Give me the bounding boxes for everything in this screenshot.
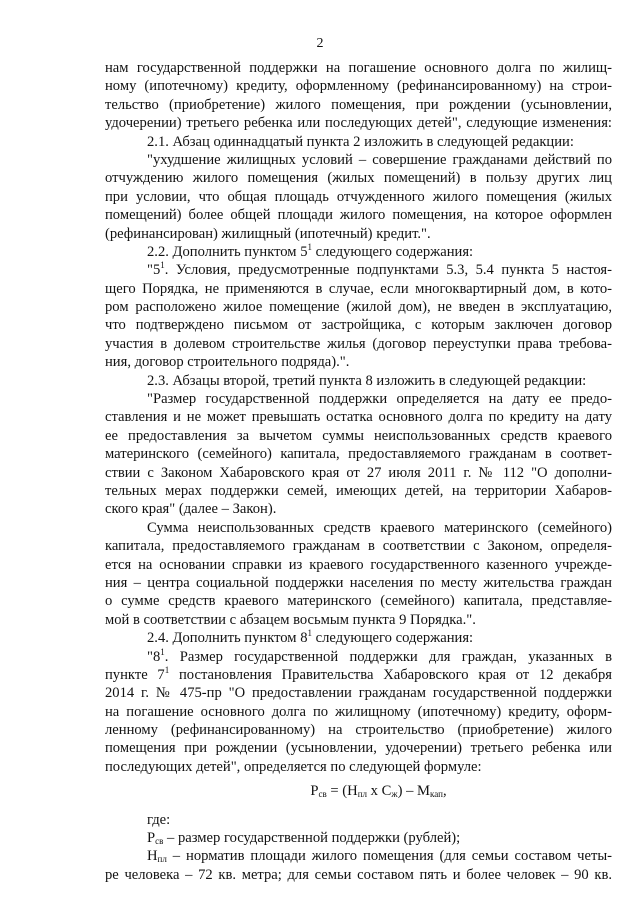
text-line: о сумме средств краевого материнского (семейного) капитала, представляе- <box>105 593 612 610</box>
definition-h <box>105 847 612 865</box>
text-line: ния, договор строительного подряда).". <box>105 354 350 371</box>
formula-m-sub: кап <box>430 789 443 800</box>
text-fragment: следующего содержания: <box>312 630 474 647</box>
formula-eq: = (H <box>326 783 358 800</box>
text-line: "Размер государственной поддержки определяется на дату ее предо- <box>147 391 612 408</box>
text-line: 2.1. Абзац одиннадцатый пункта 2 изложить в следующей редакции: <box>147 133 574 150</box>
text-fragment: "8 <box>147 648 161 665</box>
def-p-sub: св <box>155 836 164 847</box>
superscript: 1 <box>164 664 170 675</box>
text-line: ленному (рефинансированному) на строительство (приобретение) жилого <box>105 722 612 739</box>
definition-p <box>105 829 612 847</box>
text-line: на погашение основного долга по жилищному (ипотечному) кредиту, оформ- <box>105 703 612 720</box>
superscript: 1 <box>307 241 312 252</box>
definition-h-continued: ре человека – 72 кв. метра; для семьи составом пять и более человек – 90 кв. <box>105 866 612 883</box>
formula <box>105 782 612 800</box>
text-line: мой в соответствии с абзацем восьмым пункта 9 Порядка.". <box>105 611 476 628</box>
text-line: ному (ипотечному) кредиту, оформленному (рефинансированному) на строи- <box>105 78 612 95</box>
formula-h-sub: пл <box>357 789 368 800</box>
text-fragment: 2.4. Дополнить пунктом 8 <box>147 630 308 647</box>
formula-minus: ) – М <box>397 783 430 800</box>
text-line: помещений) более общей площади жилого помещения, на которое оформлен <box>105 207 612 224</box>
text-line: отчуждению жилого помещения (жилых помещений) в пользу других лиц <box>105 170 612 187</box>
text-line: (рефинансирован) жилищный (ипотечный) кредит.". <box>105 225 431 242</box>
text-line <box>105 666 612 684</box>
text-line: удочерении) третьего ребенка или последующих детей", следующие изменения: <box>105 115 612 132</box>
text-fragment: . Условия, предусмотренные подпунктами 5.3, 5.4 пункта 5 настоя- <box>164 262 612 279</box>
text-fragment: . Размер государственной поддержки для граждан, указанных в <box>164 648 612 665</box>
text-fragment: следующего содержания: <box>312 243 474 260</box>
superscript: 1 <box>160 260 165 271</box>
text-fragment: постановления Правительства Хабаровского края от 12 декабря <box>169 666 612 683</box>
text-line: последующих детей", определяется по следующей формуле: <box>105 758 482 775</box>
formula-p: P <box>310 783 319 800</box>
def-h-sub: пл <box>157 854 167 865</box>
text-line <box>105 261 612 279</box>
def-p-text: – размер государственной поддержки (рублей); <box>163 830 461 847</box>
text-fragment: "5 <box>147 262 161 279</box>
formula-p-sub: св <box>318 789 327 800</box>
text-line: "ухудшение жилищных условий – совершение гражданами действий по <box>147 151 612 168</box>
text-line: что подтверждено письмом от застройщика, с которым заключен договор <box>105 317 612 334</box>
text-line <box>105 243 612 261</box>
where-label: где: <box>147 811 171 828</box>
text-line: нам государственной поддержки на погашение основного долга по жилищ- <box>105 60 612 76</box>
text-lines <box>105 59 612 776</box>
text-line: 2.3. Абзацы второй, третий пункта 8 изложить в следующей редакции: <box>147 372 587 389</box>
superscript: 1 <box>160 646 165 657</box>
formula-c-sub: ж <box>391 789 398 800</box>
def-h-text: – норматив площади жилого помещения (для семьи составом четы- <box>166 848 612 865</box>
text-line <box>105 648 612 666</box>
text-line: ром расположено жилое помещение (жилой дом), не введен в эксплуатацию, <box>105 299 612 316</box>
text-line: ее предоставления за вычетом суммы неиспользованных средств краевого <box>105 427 612 444</box>
text-line: участия в долевом строительстве жилья (договор переуступки права требова- <box>105 335 612 352</box>
text-line: материнского (семейного) капитала, предоставляемого гражданам в соответ- <box>105 446 612 463</box>
text-line: помещения при рождении (усыновлении, удочерении) третьего ребенка или <box>105 740 612 757</box>
text-line <box>105 629 612 647</box>
text-line: ского края" (далее – Закон). <box>105 501 277 518</box>
formula-end: , <box>442 783 447 800</box>
text-line: Сумма неиспользованных средств краевого материнского (семейного) <box>147 519 612 536</box>
def-h-symbol: H <box>147 848 158 865</box>
text-line: ется на основании справки из краевого государственного казенного учрежде- <box>105 556 612 573</box>
document-body <box>105 59 612 884</box>
text-line: щего Порядка, не применяются в случае, если многоквартирный дом, в кото- <box>105 280 612 297</box>
text-line: ния – центра социальной поддержки населения по месту жительства граждан <box>105 574 612 591</box>
def-p-symbol: P <box>147 830 156 847</box>
formula-x: х С <box>367 783 392 800</box>
text-line: тельных мерах поддержки семей, имеющих детей, на территории Хабаров- <box>105 482 612 499</box>
text-line: тельство (приобретение) жилого помещения, при рождении (усыновлении, <box>105 96 612 113</box>
text-line: при условии, что общая площадь отчужденного жилого помещения (жилых <box>105 188 612 205</box>
superscript: 1 <box>307 628 312 639</box>
text-fragment: 2.2. Дополнить пунктом 5 <box>147 243 308 260</box>
text-fragment: пункте 7 <box>105 666 165 683</box>
text-line: ставления и не может превышать остатка основного долга по кредиту на дату <box>105 409 612 426</box>
text-line: 2014 г. № 475-пр "О предоставлении гражданам государственной поддержки <box>105 685 612 702</box>
text-line: капитала, предоставляемого гражданам в соответствии с Законом, определя- <box>105 538 612 555</box>
text-line: ствии с Законом Хабаровского края от 27 июля 2011 г. № 112 "О дополни- <box>105 464 612 481</box>
page-number: 2 <box>316 36 324 51</box>
